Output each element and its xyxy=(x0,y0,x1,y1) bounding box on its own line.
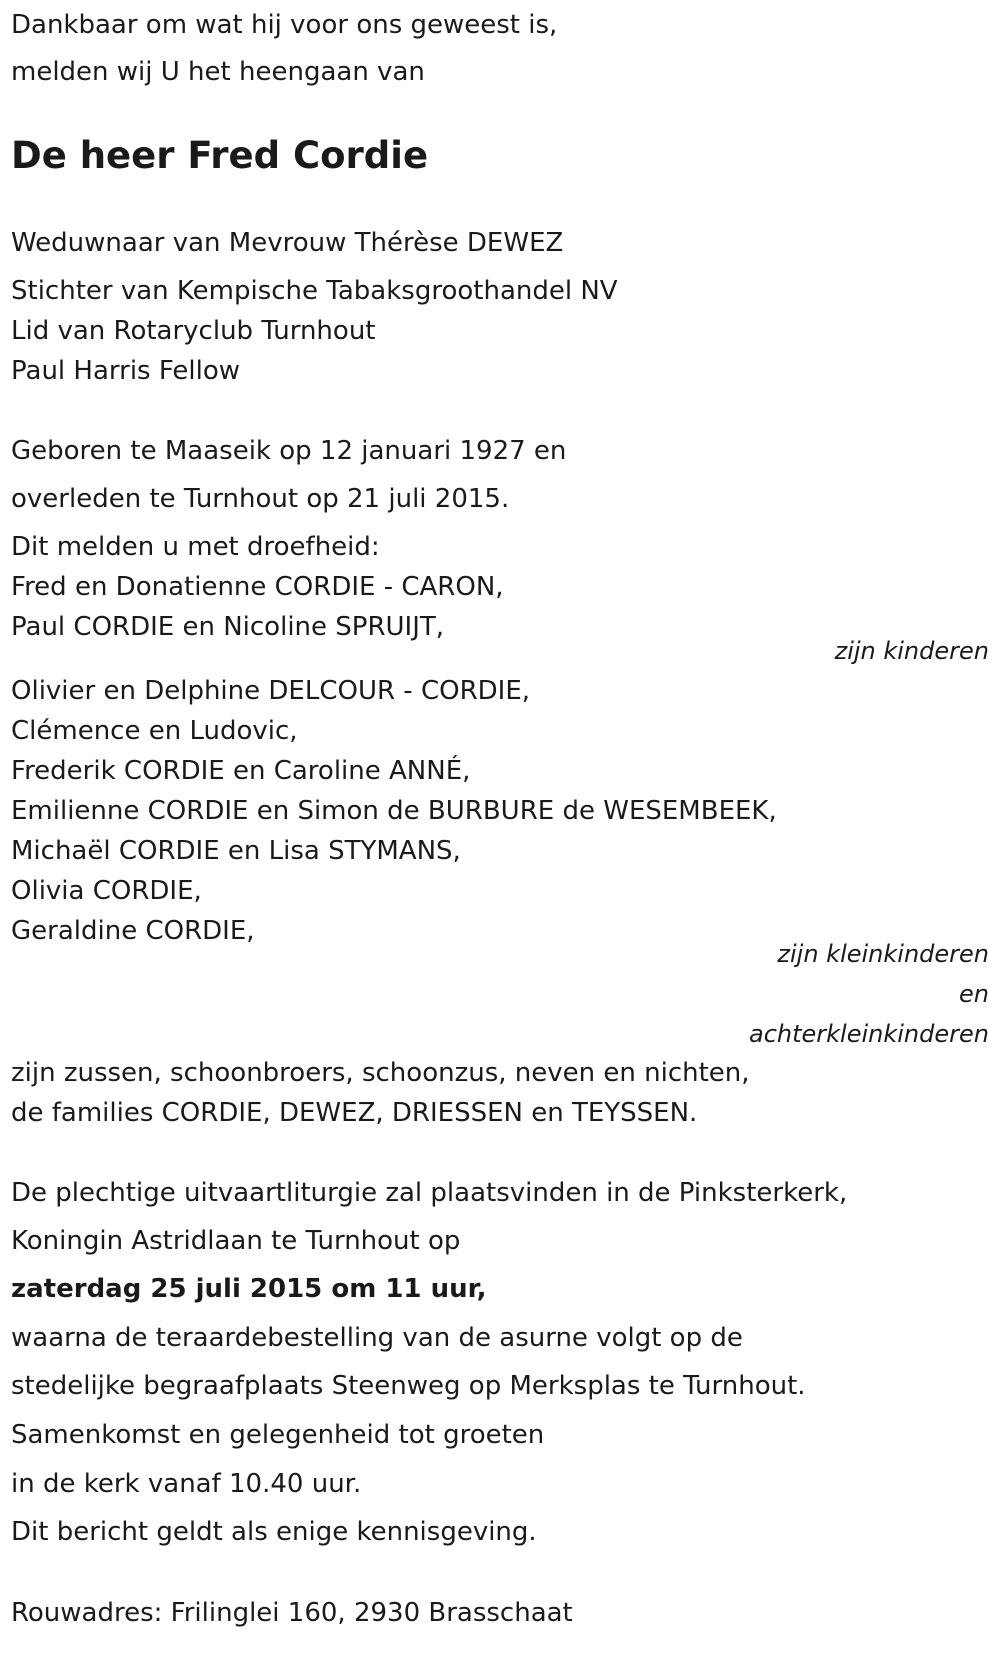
grandchild-line: Geraldine CORDIE, xyxy=(11,916,255,946)
intro-line-2: melden wij U het heengaan van xyxy=(11,57,425,87)
relatives-line-2: de families CORDIE, DEWEZ, DRIESSEN en TEYSSEN. xyxy=(11,1098,698,1128)
grandchildren-label: zijn kleinkinderen xyxy=(777,940,989,968)
grandchild-line: Emilienne CORDIE en Simon de BURBURE de WESEMBEEK, xyxy=(11,796,777,826)
grandchild-line: Michaël CORDIE en Lisa STYMANS, xyxy=(11,836,461,866)
grandchild-line: Olivier en Delphine DELCOUR - CORDIE, xyxy=(11,676,531,706)
birth-line: Geboren te Maaseik op 12 januari 1927 en xyxy=(11,436,567,466)
great-grandchildren-label: achterkleinkinderen xyxy=(749,1020,989,1048)
widower-line: Weduwnaar van Mevrouw Thérèse DEWEZ xyxy=(11,228,564,258)
grandchild-line: Clémence en Ludovic, xyxy=(11,716,298,746)
after-line-1: waarna de teraardebestelling van de asurne volgt op de xyxy=(11,1323,743,1353)
child-line: Fred en Donatienne CORDIE - CARON, xyxy=(11,572,504,602)
mourning-address: Rouwadres: Frilinglei 160, 2930 Brasschaat xyxy=(11,1598,573,1628)
funeral-line-1: De plechtige uitvaartliturgie zal plaatsvinden in de Pinksterkerk, xyxy=(11,1178,848,1208)
death-line: overleden te Turnhout op 21 juli 2015. xyxy=(11,484,510,514)
grandchildren-label-conjunction: en xyxy=(959,980,989,1008)
grandchild-line: Frederik CORDIE en Caroline ANNÉ, xyxy=(11,756,471,786)
relatives-line-1: zijn zussen, schoonbroers, schoonzus, neven en nichten, xyxy=(11,1058,750,1088)
children-label: zijn kinderen xyxy=(834,637,989,665)
title-line-rotary: Lid van Rotaryclub Turnhout xyxy=(11,316,376,346)
after-line-5: Dit bericht geldt als enige kennisgeving. xyxy=(11,1517,537,1547)
after-line-3: Samenkomst en gelegenheid tot groeten xyxy=(11,1420,545,1450)
child-line: Paul CORDIE en Nicoline SPRUIJT, xyxy=(11,612,445,642)
deceased-name: De heer Fred Cordie xyxy=(11,134,429,177)
after-line-2: stedelijke begraafplaats Steenweg op Merksplas te Turnhout. xyxy=(11,1371,806,1401)
announce-line: Dit melden u met droefheid: xyxy=(11,532,380,562)
intro-line-1: Dankbaar om wat hij voor ons geweest is, xyxy=(11,10,558,40)
grandchild-line: Olivia CORDIE, xyxy=(11,876,202,906)
funeral-line-2: Koningin Astridlaan te Turnhout op xyxy=(11,1226,461,1256)
title-line-fellow: Paul Harris Fellow xyxy=(11,356,240,386)
funeral-date: zaterdag 25 juli 2015 om 11 uur, xyxy=(11,1274,487,1304)
after-line-4: in de kerk vanaf 10.40 uur. xyxy=(11,1469,362,1499)
title-line-founder: Stichter van Kempische Tabaksgroothandel NV xyxy=(11,276,618,306)
